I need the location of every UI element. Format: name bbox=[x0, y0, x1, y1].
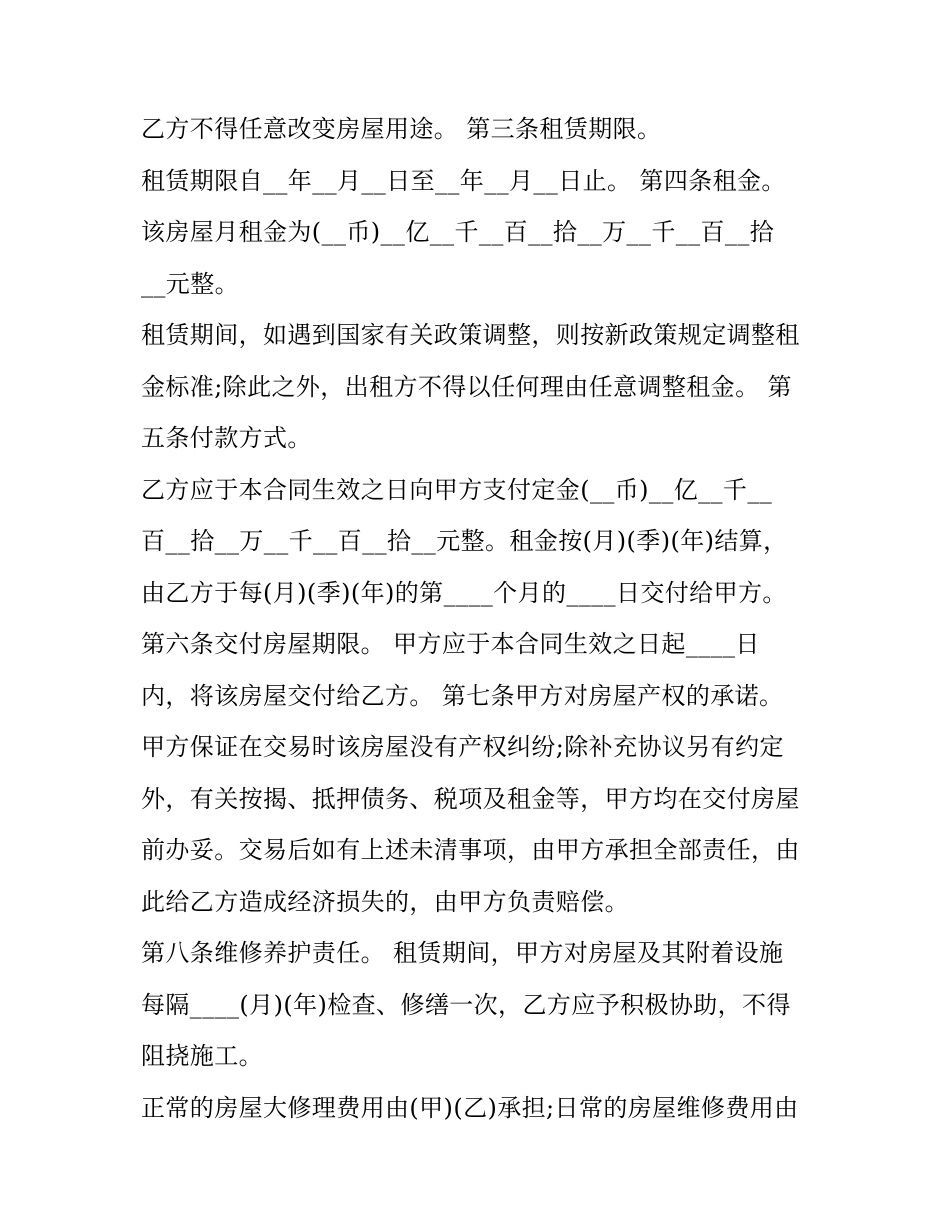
text-line: 甲方保证在交易时该房屋没有产权纠纷;除补充协议另有约定 bbox=[141, 733, 784, 761]
text-line: 此给乙方造成经济损失的，由甲方负责赔偿。 bbox=[141, 887, 629, 916]
text-line: 外，有关按揭、抵押债务、税项及租金等，甲方均在交付房屋 bbox=[141, 784, 800, 813]
text-line: 阻挠施工。 bbox=[141, 1042, 263, 1070]
text-line: 五条付款方式。 bbox=[141, 424, 312, 452]
text-line: 百__拾__万__千__百__拾__元整。租金按(月)(季)(年)结算， bbox=[141, 527, 788, 555]
text-line: 乙方应于本合同生效之日向甲方支付定金(__币)__亿__千__ bbox=[141, 475, 773, 504]
text-line: 每隔____(月)(年)检查、修缮一次，乙方应予积极协助，不得 bbox=[141, 990, 791, 1019]
text-line: 由乙方于每(月)(季)(年)的第____个月的____日交付给甲方。 bbox=[141, 578, 787, 607]
text-line: __元整。 bbox=[141, 269, 239, 298]
text-line: 第八条维修养护责任。 租赁期间，甲方对房屋及其附着设施 bbox=[141, 939, 784, 967]
text-line: 内，将该房屋交付给乙方。 第七条甲方对房屋产权的承诺。 bbox=[141, 681, 784, 710]
text-line: 前办妥。交易后如有上述未清事项，由甲方承担全部责任，由 bbox=[141, 836, 800, 864]
text-line: 第六条交付房屋期限。 甲方应于本合同生效之日起____日 bbox=[141, 630, 760, 658]
text-line: 租赁期间，如遇到国家有关政策调整，则按新政策规定调整租 bbox=[141, 321, 800, 349]
text-line: 该房屋月租金为(__币)__亿__千__百__拾__万__千__百__拾 bbox=[141, 218, 775, 246]
text-line: 租赁期限自__年__月__日至__年__月__日止。 第四条租金。 bbox=[141, 166, 786, 195]
document-body bbox=[141, 104, 821, 1134]
text-line: 正常的房屋大修理费用由(甲)(乙)承担;日常的房屋维修费用由 bbox=[141, 1093, 799, 1122]
text-line: 乙方不得任意改变房屋用途。 第三条租赁期限。 bbox=[141, 115, 662, 143]
text-line: 金标准;除此之外，出租方不得以任何理由任意调整租金。 第 bbox=[141, 372, 792, 401]
